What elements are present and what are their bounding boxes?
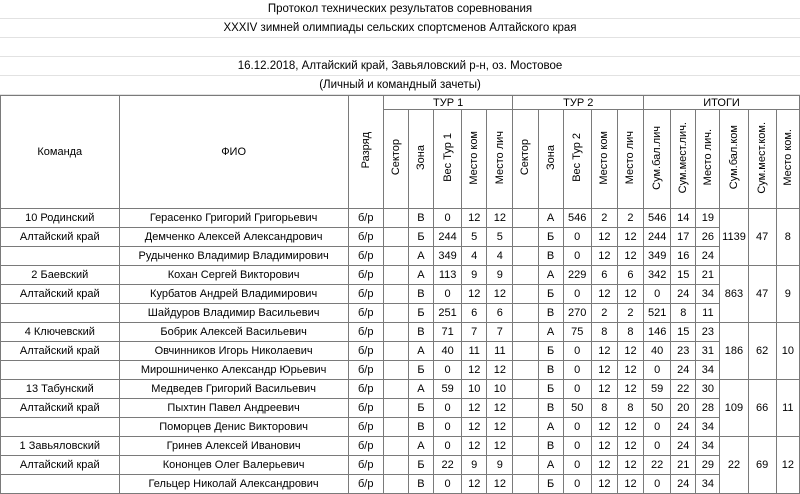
cell-spl: 521 (644, 304, 671, 323)
cell-zone2: А (538, 266, 563, 285)
cell-rank: б/р (348, 380, 383, 399)
cell-pl1: 10 (487, 380, 513, 399)
cell-zone: А (408, 266, 433, 285)
cell-sector2 (513, 418, 538, 437)
cell-sector (383, 247, 408, 266)
t1-weight-header: Вес Тур 1 (434, 110, 462, 209)
cell-pl1: 11 (487, 342, 513, 361)
table-row (1, 304, 800, 323)
table-row (1, 323, 800, 342)
cell-sml: 21 (671, 456, 696, 475)
athlete-name-cell: Овчинников Игорь Николаевич (119, 342, 348, 361)
cell-pk1: 5 (462, 228, 487, 247)
table-row (1, 418, 800, 437)
cell-ml: 34 (696, 418, 720, 437)
place-team-total-header: Место ком. (776, 110, 799, 209)
t2-sector-header: Сектор (513, 110, 538, 209)
cell-ml: 34 (696, 361, 720, 380)
sum-place-team-header: Сум.мест.ком. (748, 110, 776, 209)
cell-pk1: 9 (462, 266, 487, 285)
cell-w1: 22 (434, 456, 462, 475)
cell-pk2: 12 (591, 380, 617, 399)
col-rank-header: Разряд (348, 96, 383, 209)
team-place-cell: 12 (776, 437, 799, 494)
cell-sector (383, 209, 408, 228)
sum-pts-team-header: Сум.бал.ком (720, 110, 748, 209)
cell-zone2: А (538, 456, 563, 475)
cell-sector (383, 266, 408, 285)
cell-sector2 (513, 437, 538, 456)
cell-pl1: 4 (487, 247, 513, 266)
athlete-name-cell: Демченко Алексей Александрович (119, 228, 348, 247)
team-name-cell: 2 Баевский (1, 266, 120, 285)
cell-rank: б/р (348, 304, 383, 323)
cell-w1: 71 (434, 323, 462, 342)
cell-zone: Б (408, 456, 433, 475)
cell-zone2: Б (538, 228, 563, 247)
cell-sml: 24 (671, 475, 696, 494)
cell-rank: б/р (348, 228, 383, 247)
cell-sector (383, 323, 408, 342)
cell-w1: 244 (434, 228, 462, 247)
cell-spl: 0 (644, 361, 671, 380)
cell-rank: б/р (348, 342, 383, 361)
cell-sector2 (513, 361, 538, 380)
cell-sector (383, 228, 408, 247)
cell-sml: 22 (671, 380, 696, 399)
cell-w2: 0 (563, 456, 591, 475)
cell-ml: 34 (696, 285, 720, 304)
team-name-cell: Алтайский край (1, 399, 120, 418)
cell-zone2: В (538, 304, 563, 323)
cell-pl1: 5 (487, 228, 513, 247)
cell-sector2 (513, 247, 538, 266)
cell-spl: 0 (644, 475, 671, 494)
team-sum-points-cell: 1139 (720, 209, 748, 266)
athlete-name-cell: Поморцев Денис Викторович (119, 418, 348, 437)
cell-sector2 (513, 323, 538, 342)
cell-sector (383, 304, 408, 323)
cell-sml: 15 (671, 266, 696, 285)
cell-pk2: 6 (591, 266, 617, 285)
team-sum-points-cell: 186 (720, 323, 748, 380)
cell-w1: 0 (434, 361, 462, 380)
cell-sector2 (513, 342, 538, 361)
cell-rank: б/р (348, 361, 383, 380)
cell-sector2 (513, 399, 538, 418)
cell-w1: 0 (434, 437, 462, 456)
cell-w2: 0 (563, 247, 591, 266)
t1-sector-header: Сектор (383, 110, 408, 209)
cell-pk1: 12 (462, 209, 487, 228)
cell-sector (383, 475, 408, 494)
cell-pk1: 9 (462, 456, 487, 475)
cell-pk2: 8 (591, 323, 617, 342)
cell-w1: 0 (434, 418, 462, 437)
table-row (1, 266, 800, 285)
cell-zone: В (408, 475, 433, 494)
cell-w1: 0 (434, 209, 462, 228)
team-name-cell: 13 Табунский (1, 380, 120, 399)
table-row (1, 228, 800, 247)
cell-pl2: 12 (617, 437, 643, 456)
cell-sector2 (513, 285, 538, 304)
cell-pk2: 12 (591, 475, 617, 494)
cell-pk2: 12 (591, 247, 617, 266)
blank-line (0, 38, 800, 57)
team-name-cell: 1 Завьяловский (1, 437, 120, 456)
cell-zone2: В (538, 399, 563, 418)
sum-place-pers-header: Сум.мест.лич. (671, 110, 696, 209)
cell-pl2: 8 (617, 323, 643, 342)
cell-pl1: 12 (487, 285, 513, 304)
cell-ml: 24 (696, 247, 720, 266)
cell-pl2: 12 (617, 380, 643, 399)
team-name-cell: Алтайский край (1, 342, 120, 361)
team-name-cell (1, 475, 120, 494)
cell-zone2: В (538, 437, 563, 456)
cell-w2: 0 (563, 437, 591, 456)
cell-zone: А (408, 342, 433, 361)
t2-zone-header: Зона (538, 110, 563, 209)
athlete-name-cell: Бобрик Алексей Васильевич (119, 323, 348, 342)
cell-w2: 229 (563, 266, 591, 285)
cell-sector (383, 399, 408, 418)
cell-pk2: 12 (591, 361, 617, 380)
cell-pl2: 12 (617, 456, 643, 475)
cell-sector2 (513, 475, 538, 494)
cell-rank: б/р (348, 418, 383, 437)
table-row (1, 456, 800, 475)
cell-zone2: А (538, 323, 563, 342)
team-sum-points-cell: 109 (720, 380, 748, 437)
athlete-name-cell: Пыхтин Павел Андреевич (119, 399, 348, 418)
t2-weight-header: Вес Тур 2 (563, 110, 591, 209)
cell-pl1: 12 (487, 418, 513, 437)
cell-rank: б/р (348, 475, 383, 494)
cell-w2: 0 (563, 228, 591, 247)
team-name-cell: 4 Ключевский (1, 323, 120, 342)
t1-zone-header: Зона (408, 110, 433, 209)
cell-zone: А (408, 380, 433, 399)
cell-spl: 50 (644, 399, 671, 418)
table-row (1, 361, 800, 380)
cell-sector (383, 380, 408, 399)
team-place-cell: 10 (776, 323, 799, 380)
cell-ml: 29 (696, 456, 720, 475)
team-name-cell: Алтайский край (1, 228, 120, 247)
cell-pk2: 12 (591, 228, 617, 247)
table-row (1, 342, 800, 361)
cell-zone: В (408, 418, 433, 437)
cell-ml: 28 (696, 399, 720, 418)
cell-sml: 24 (671, 418, 696, 437)
cell-spl: 244 (644, 228, 671, 247)
cell-zone2: Б (538, 475, 563, 494)
cell-sector (383, 361, 408, 380)
cell-ml: 23 (696, 323, 720, 342)
cell-sml: 14 (671, 209, 696, 228)
cell-sml: 16 (671, 247, 696, 266)
cell-pl2: 12 (617, 342, 643, 361)
cell-sml: 23 (671, 342, 696, 361)
table-row (1, 475, 800, 494)
cell-sml: 20 (671, 399, 696, 418)
cell-pk1: 6 (462, 304, 487, 323)
place-pers-total-header: Место лич. (696, 110, 720, 209)
cell-pk2: 2 (591, 304, 617, 323)
cell-pl2: 6 (617, 266, 643, 285)
cell-w1: 0 (434, 475, 462, 494)
cell-pk1: 12 (462, 418, 487, 437)
cell-sector2 (513, 456, 538, 475)
cell-zone: В (408, 323, 433, 342)
cell-w1: 0 (434, 285, 462, 304)
cell-spl: 0 (644, 437, 671, 456)
cell-sml: 24 (671, 285, 696, 304)
cell-pl2: 8 (617, 399, 643, 418)
cell-spl: 0 (644, 285, 671, 304)
t1-place-pers-header: Место лич (487, 110, 513, 209)
cell-sml: 15 (671, 323, 696, 342)
team-name-cell (1, 304, 120, 323)
cell-ml: 11 (696, 304, 720, 323)
table-row (1, 437, 800, 456)
cell-zone2: Б (538, 380, 563, 399)
date-place-line: 16.12.2018, Алтайский край, Завьяловский р-н, оз. Мостовое (0, 57, 800, 76)
col-team-header: Команда (1, 96, 120, 209)
table-row (1, 285, 800, 304)
cell-zone: Б (408, 304, 433, 323)
cell-zone: В (408, 209, 433, 228)
cell-spl: 546 (644, 209, 671, 228)
cell-pk2: 12 (591, 285, 617, 304)
cell-pk1: 4 (462, 247, 487, 266)
athlete-name-cell: Рудыченко Владимир Владимирович (119, 247, 348, 266)
team-place-cell: 11 (776, 380, 799, 437)
cell-w1: 0 (434, 399, 462, 418)
cell-sector (383, 285, 408, 304)
cell-pl1: 9 (487, 456, 513, 475)
cell-pl1: 12 (487, 361, 513, 380)
cell-rank: б/р (348, 285, 383, 304)
athlete-name-cell: Медведев Григорий Васильевич (119, 380, 348, 399)
cell-pl2: 12 (617, 228, 643, 247)
cell-pl1: 6 (487, 304, 513, 323)
cell-rank: б/р (348, 209, 383, 228)
team-sum-points-cell: 863 (720, 266, 748, 323)
cell-zone2: В (538, 247, 563, 266)
t2-place-pers-header: Место лич (617, 110, 643, 209)
cell-sml: 17 (671, 228, 696, 247)
athlete-name-cell: Кохан Сергей Викторович (119, 266, 348, 285)
cell-w1: 40 (434, 342, 462, 361)
athlete-name-cell: Мирошниченко Александр Юрьевич (119, 361, 348, 380)
cell-w1: 59 (434, 380, 462, 399)
team-sum-places-cell: 69 (748, 437, 776, 494)
col-fio-header: ФИО (119, 96, 348, 209)
cell-zone: Б (408, 361, 433, 380)
cell-pk1: 12 (462, 475, 487, 494)
cell-pk1: 10 (462, 380, 487, 399)
cell-pk1: 7 (462, 323, 487, 342)
team-name-cell: 10 Родинский (1, 209, 120, 228)
cell-sector (383, 437, 408, 456)
cell-sector2 (513, 380, 538, 399)
team-name-cell (1, 361, 120, 380)
cell-zone2: Б (538, 285, 563, 304)
cell-rank: б/р (348, 399, 383, 418)
cell-sector2 (513, 266, 538, 285)
protocol-title: Протокол технических результатов соревнования (0, 0, 800, 19)
cell-zone: А (408, 247, 433, 266)
table-row (1, 247, 800, 266)
cell-ml: 21 (696, 266, 720, 285)
t1-place-team-header: Место ком (462, 110, 487, 209)
team-name-cell (1, 247, 120, 266)
team-place-cell: 9 (776, 266, 799, 323)
cell-spl: 349 (644, 247, 671, 266)
cell-sml: 8 (671, 304, 696, 323)
cell-w2: 0 (563, 361, 591, 380)
cell-sector (383, 342, 408, 361)
cell-ml: 26 (696, 228, 720, 247)
cell-pk1: 12 (462, 361, 487, 380)
cell-spl: 59 (644, 380, 671, 399)
athlete-name-cell: Гринев Алексей Иванович (119, 437, 348, 456)
tour2-header: ТУР 2 (513, 96, 644, 110)
cell-zone: А (408, 437, 433, 456)
cell-w2: 546 (563, 209, 591, 228)
scoring-type-line: (Личный и командный зачеты) (0, 76, 800, 95)
cell-ml: 30 (696, 380, 720, 399)
cell-pl1: 9 (487, 266, 513, 285)
cell-pl2: 12 (617, 285, 643, 304)
cell-sector (383, 456, 408, 475)
cell-zone: Б (408, 228, 433, 247)
cell-zone2: А (538, 418, 563, 437)
table-row (1, 209, 800, 228)
cell-sector2 (513, 209, 538, 228)
cell-zone: Б (408, 399, 433, 418)
cell-pl1: 12 (487, 437, 513, 456)
cell-pl1: 7 (487, 323, 513, 342)
cell-ml: 19 (696, 209, 720, 228)
cell-sector2 (513, 228, 538, 247)
cell-pl1: 12 (487, 209, 513, 228)
team-name-cell: Алтайский край (1, 285, 120, 304)
totals-header: ИТОГИ (644, 96, 800, 110)
cell-ml: 34 (696, 437, 720, 456)
cell-w2: 0 (563, 285, 591, 304)
team-sum-places-cell: 47 (748, 266, 776, 323)
cell-rank: б/р (348, 266, 383, 285)
cell-w1: 349 (434, 247, 462, 266)
cell-w2: 0 (563, 475, 591, 494)
cell-pl2: 12 (617, 475, 643, 494)
cell-pl2: 12 (617, 247, 643, 266)
cell-w2: 75 (563, 323, 591, 342)
athlete-name-cell: Шайдуров Владимир Васильевич (119, 304, 348, 323)
cell-sml: 24 (671, 361, 696, 380)
cell-spl: 342 (644, 266, 671, 285)
athlete-name-cell: Гельцер Николай Александрович (119, 475, 348, 494)
team-sum-places-cell: 47 (748, 209, 776, 266)
cell-pk1: 12 (462, 399, 487, 418)
team-sum-points-cell: 22 (720, 437, 748, 494)
cell-w2: 0 (563, 342, 591, 361)
table-row (1, 380, 800, 399)
cell-pk2: 8 (591, 399, 617, 418)
cell-ml: 31 (696, 342, 720, 361)
cell-pk1: 12 (462, 285, 487, 304)
cell-pk2: 12 (591, 418, 617, 437)
cell-rank: б/р (348, 456, 383, 475)
cell-pl2: 12 (617, 361, 643, 380)
cell-zone: В (408, 285, 433, 304)
cell-pk1: 11 (462, 342, 487, 361)
results-body (1, 209, 800, 494)
cell-pk2: 12 (591, 437, 617, 456)
table-row (1, 399, 800, 418)
team-name-cell (1, 418, 120, 437)
cell-spl: 0 (644, 418, 671, 437)
cell-pk2: 12 (591, 342, 617, 361)
cell-pl1: 12 (487, 399, 513, 418)
olympiad-title: XXXIV зимней олимпиады сельских спортсменов Алтайского края (0, 19, 800, 38)
cell-spl: 146 (644, 323, 671, 342)
cell-ml: 34 (696, 475, 720, 494)
sum-pts-pers-header: Сум.бал.лич (644, 110, 671, 209)
team-sum-places-cell: 62 (748, 323, 776, 380)
cell-w2: 270 (563, 304, 591, 323)
cell-rank: б/р (348, 247, 383, 266)
cell-w1: 113 (434, 266, 462, 285)
team-name-cell: Алтайский край (1, 456, 120, 475)
cell-pl2: 12 (617, 418, 643, 437)
cell-zone2: В (538, 361, 563, 380)
cell-pk2: 2 (591, 209, 617, 228)
athlete-name-cell: Кононцев Олег Валерьевич (119, 456, 348, 475)
cell-w1: 251 (434, 304, 462, 323)
cell-w2: 0 (563, 380, 591, 399)
cell-pk2: 12 (591, 456, 617, 475)
cell-pl2: 2 (617, 304, 643, 323)
cell-rank: б/р (348, 323, 383, 342)
athlete-name-cell: Курбатов Андрей Владимирович (119, 285, 348, 304)
tour1-header: ТУР 1 (383, 96, 513, 110)
athlete-name-cell: Герасенко Григорий Григорьевич (119, 209, 348, 228)
cell-spl: 22 (644, 456, 671, 475)
cell-zone2: А (538, 209, 563, 228)
cell-zone2: Б (538, 342, 563, 361)
cell-pl1: 12 (487, 475, 513, 494)
cell-rank: б/р (348, 437, 383, 456)
cell-pl2: 2 (617, 209, 643, 228)
cell-sector (383, 418, 408, 437)
team-place-cell: 8 (776, 209, 799, 266)
team-sum-places-cell: 66 (748, 380, 776, 437)
cell-pk1: 12 (462, 437, 487, 456)
cell-w2: 0 (563, 418, 591, 437)
t2-place-team-header: Место ком (591, 110, 617, 209)
cell-sml: 24 (671, 437, 696, 456)
cell-spl: 40 (644, 342, 671, 361)
results-table (0, 95, 800, 494)
cell-w2: 50 (563, 399, 591, 418)
cell-sector2 (513, 304, 538, 323)
